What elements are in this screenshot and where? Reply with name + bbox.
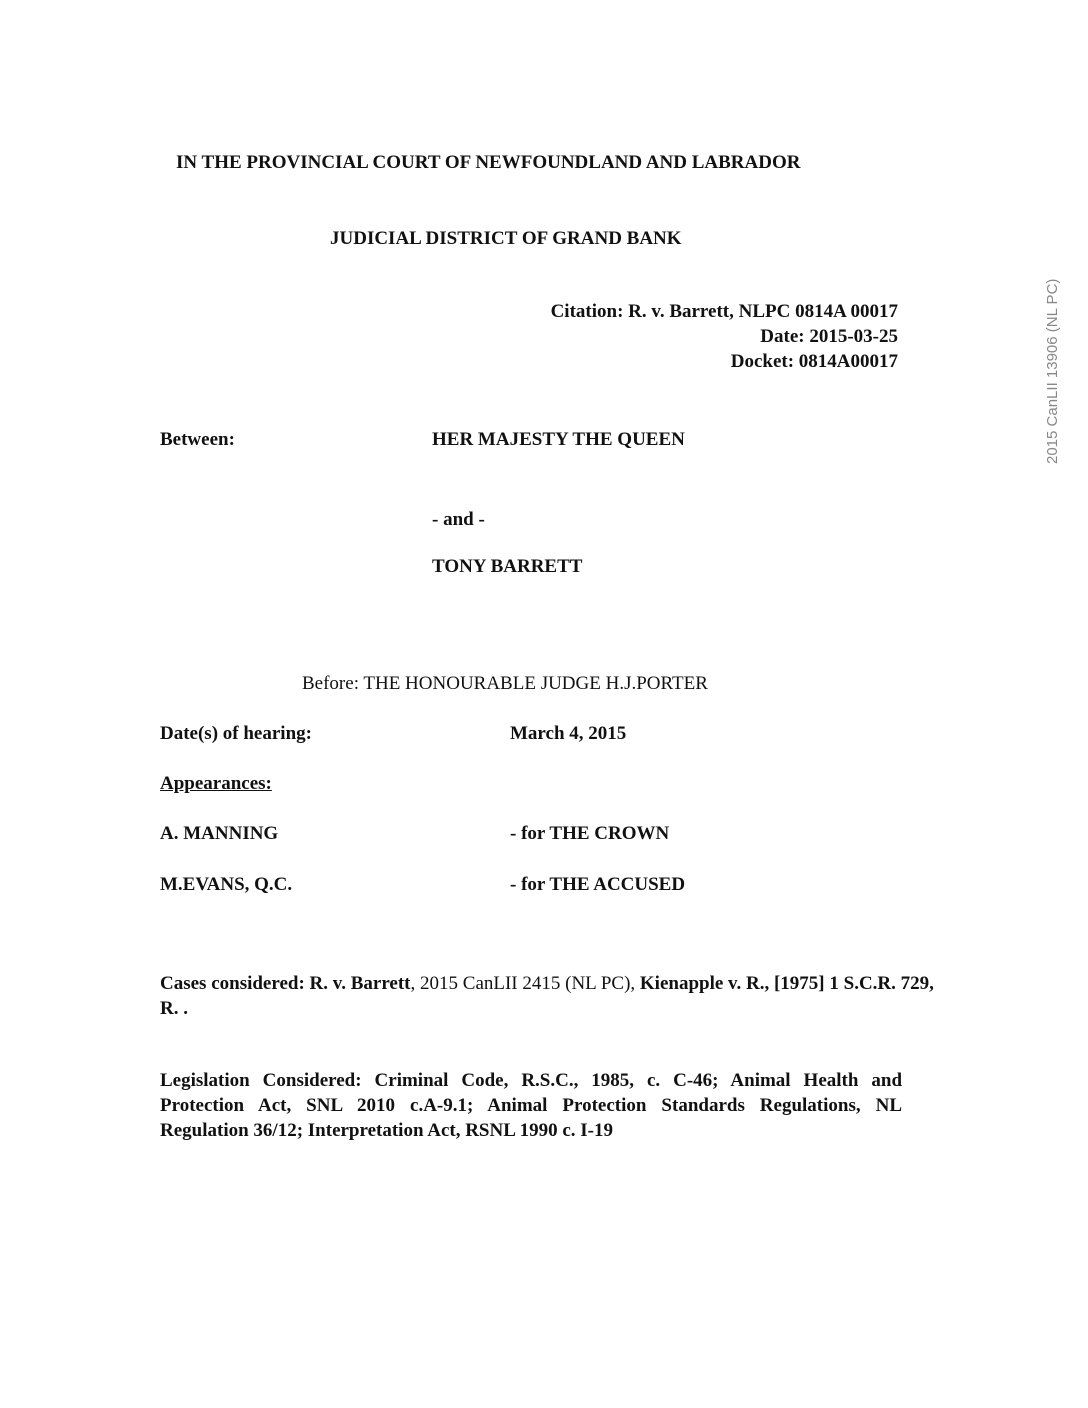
decision-date: Date: 2015-03-25 xyxy=(760,326,898,347)
defendant-name: TONY BARRETT xyxy=(432,556,583,577)
hearing-date: March 4, 2015 xyxy=(510,723,627,744)
case-tail: . xyxy=(178,998,188,1019)
citation: Citation: R. v. Barrett, NLPC 0814A 00017 xyxy=(550,301,898,322)
canlii-side-stamp xyxy=(1044,254,1061,464)
plaintiff-name: HER MAJESTY THE QUEEN xyxy=(432,429,685,450)
counsel-name: M.EVANS, Q.C. xyxy=(160,874,293,895)
counsel-role: - for THE CROWN xyxy=(510,823,670,844)
counsel-role: - for THE ACCUSED xyxy=(510,874,686,895)
legislation-list: Criminal Code, R.S.C., 1985, c. C-46; Animal Health and Protection Act, SNL 2010 c.A-9.1; Animal Protection Standards Regulations, NL Regulation 36/12; Interpretation Act, RSNL 1990 c. I-19 xyxy=(160,1070,903,1141)
before-judge: Before: THE HONOURABLE JUDGE H.J.PORTER xyxy=(302,673,708,694)
cases-label: Cases considered: xyxy=(160,973,305,994)
case-citation-detail: , 2015 CanLII 2415 (NL PC), xyxy=(410,973,636,994)
docket-number: Docket: 0814A00017 xyxy=(730,351,898,372)
and-separator: - and - xyxy=(432,509,485,530)
case-citation: R. v. Barrett xyxy=(309,973,411,994)
court-title: IN THE PROVINCIAL COURT OF NEWFOUNDLAND AND LABRADOR xyxy=(176,152,801,173)
canlii-stamp-text: 2015 CanLII 13906 (NL PC) xyxy=(1044,278,1061,464)
case-citation: Kienapple v. R., [1975] 1 S.C.R. 729, R. xyxy=(160,973,934,1019)
between-label: Between: xyxy=(160,429,235,450)
appearances-heading: Appearances: xyxy=(160,773,272,794)
legislation-considered xyxy=(160,1068,902,1143)
judicial-district: JUDICIAL DISTRICT OF GRAND BANK xyxy=(330,228,682,249)
counsel-name: A. MANNING xyxy=(160,823,279,844)
hearing-label: Date(s) of hearing: xyxy=(160,723,312,744)
legislation-label: Legislation Considered: xyxy=(160,1070,362,1091)
cases-considered xyxy=(160,971,950,1021)
